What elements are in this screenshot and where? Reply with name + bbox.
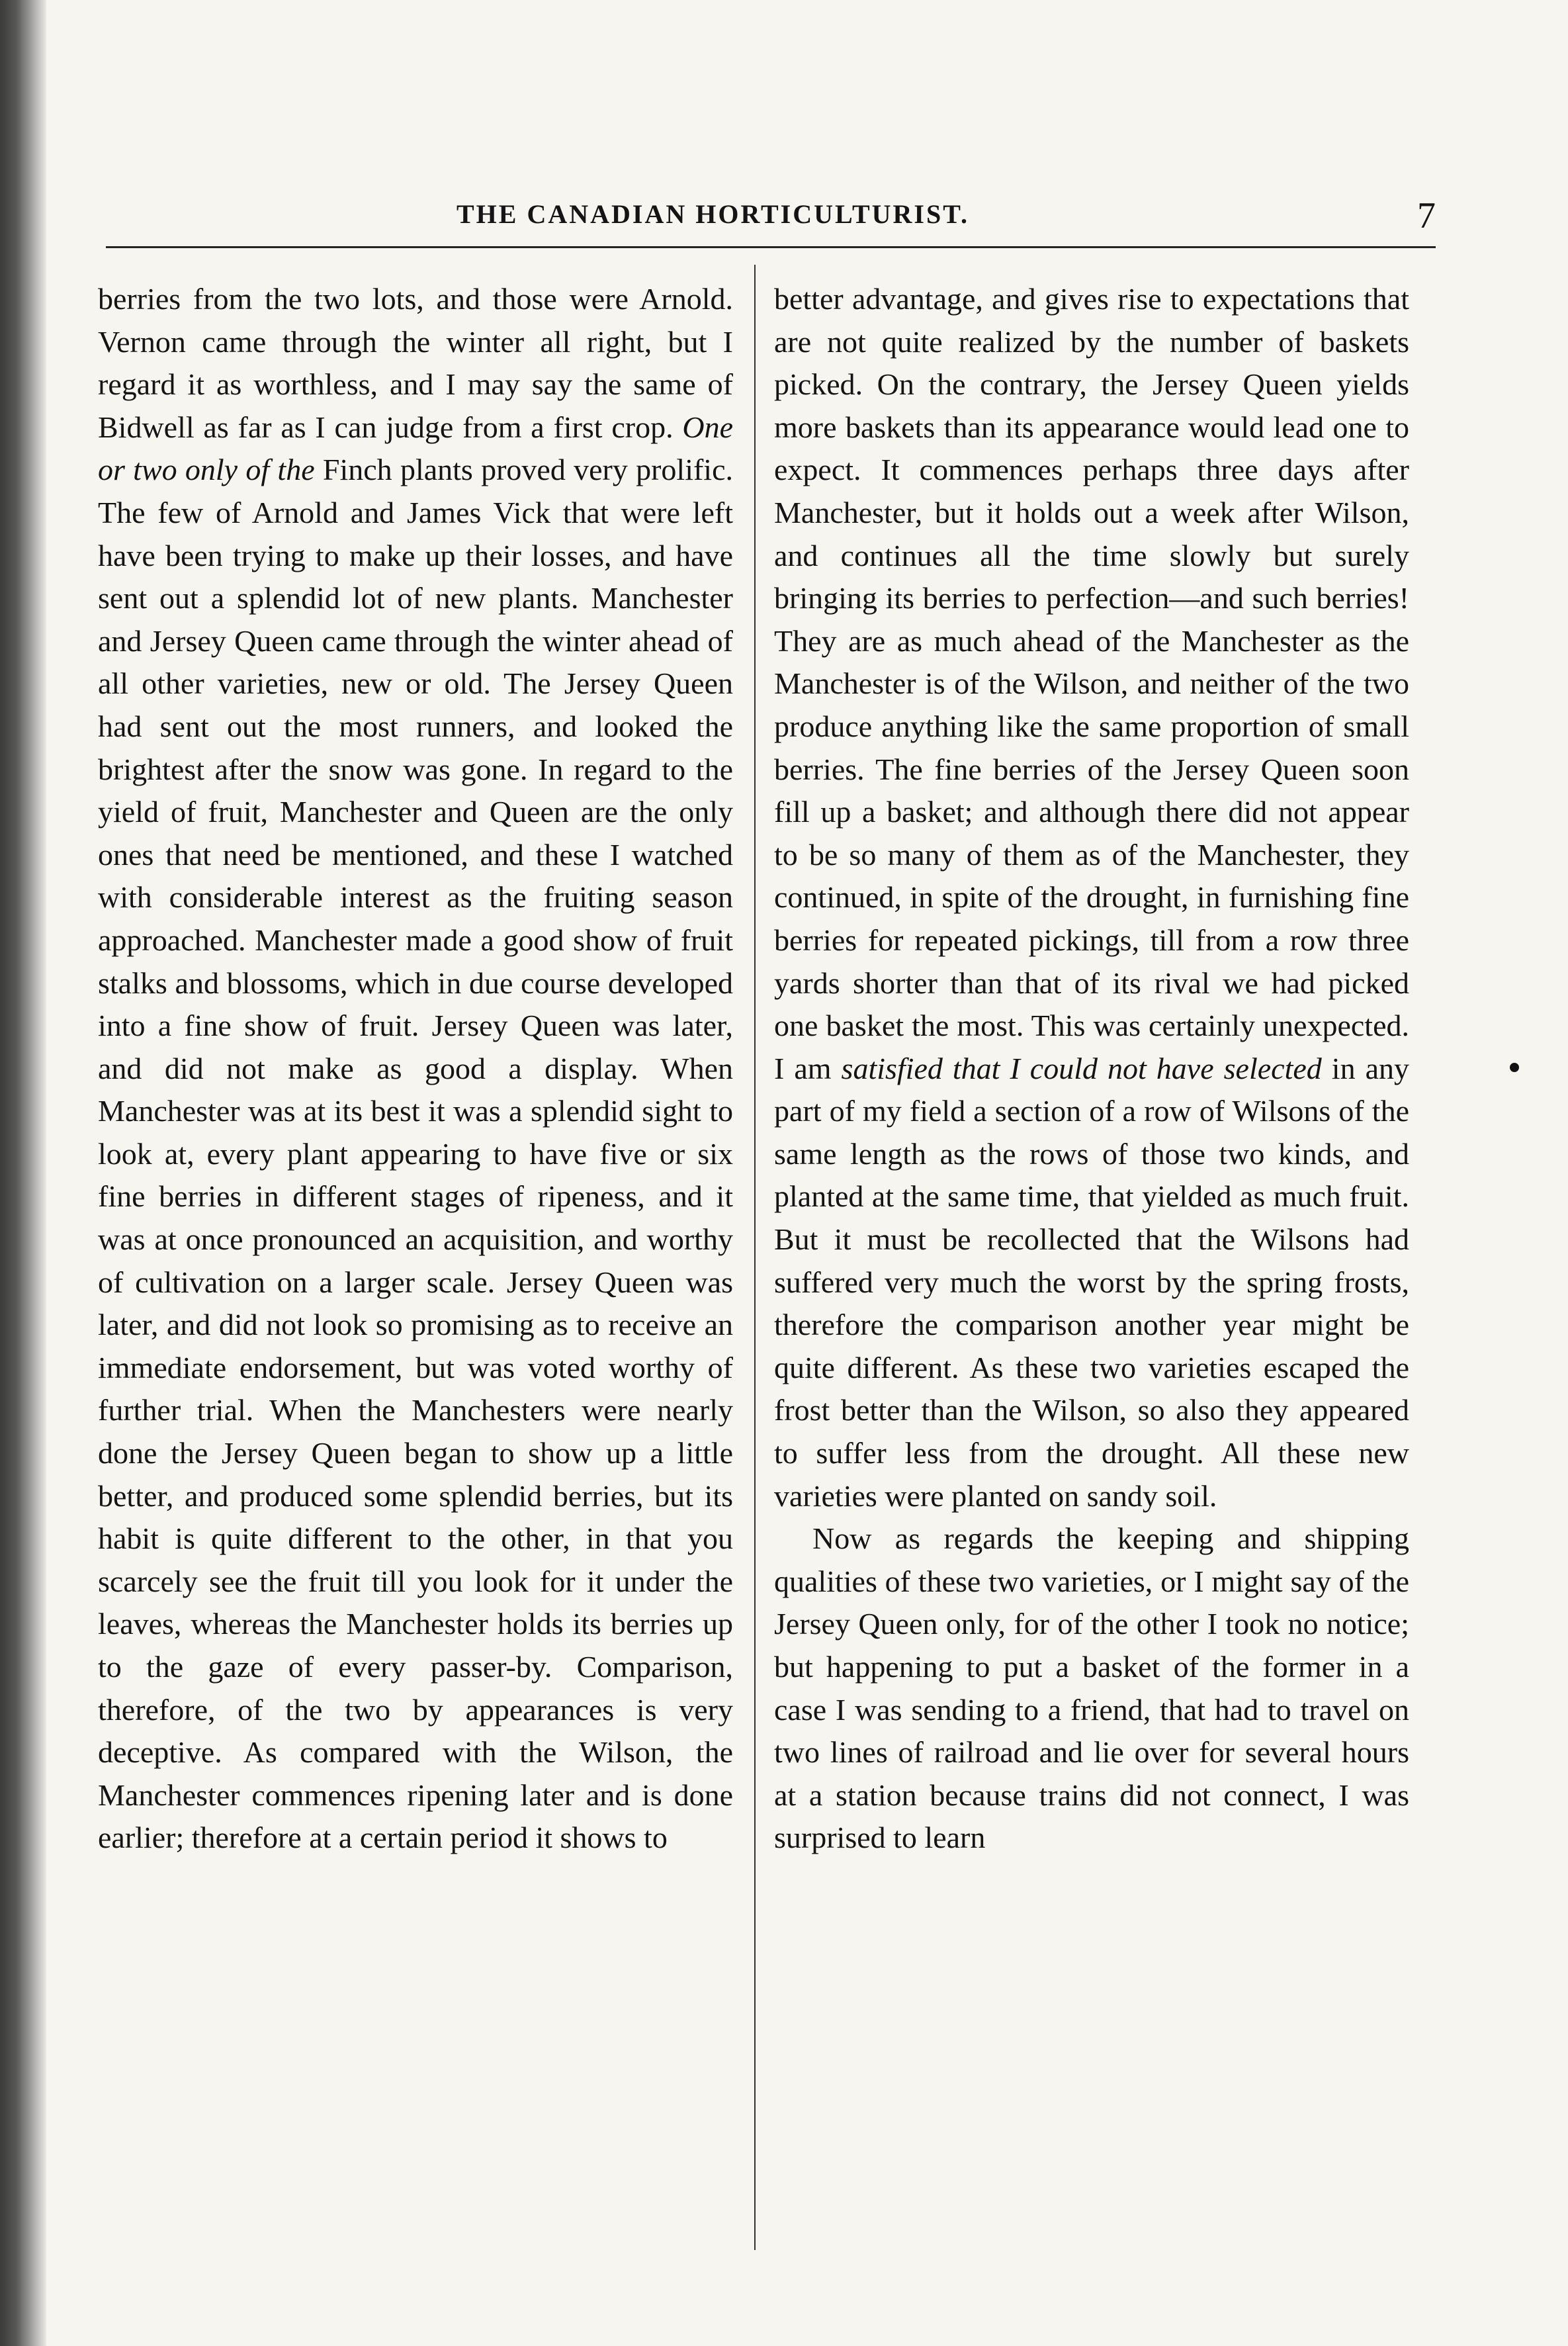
binding-edge — [0, 0, 46, 2346]
right-paragraph-1-text: better advantage, and gives rise to expectations that are not quite realized by the number of baskets picked. On the contrary, the Jersey Queen yields more baskets than its appearance would lead one to expect. It commences perhaps three days after Manchester, but it holds out a week after Wilson, and continues all the time slowly but surely bringing its berries to perfection—and such berries! They are as much ahead of the Manchester as the Manchester is of the Wilson, and neither of the two produce anything like the same proportion of small berries. The fine berries of the Jersey Queen soon fill up a basket; and although there did not appear to be so many of them as of the Manchester, they continued, in spite of the drought, in furnishing fine berries for repeated pickings, till from a row three yards shorter than that of its rival we had picked one basket the most. This was certainly unexpected. I am — [774, 282, 1409, 1085]
right-paragraph-1 — [774, 278, 1409, 1517]
journal-title: THE CANADIAN HORTICULTURIST. — [457, 199, 969, 229]
left-paragraph-1-rest: Finch plants proved very prolific. The few of Arnold and James Vick that were left have been trying to make up their losses, and have sent out a splendid lot of new plants. Manchester and Jersey Queen came through the winter ahead of all other varieties, new or old. The Jersey Queen had sent out the most runners, and looked the brightest after the snow was gone. In regard to the yield of fruit, Manchester and Queen are the only ones that need be mentioned, and these I watched with considerable interest as the fruiting season approached. Manchester made a good show of fruit stalks and blossoms, which in due course developed into a fine show of fruit. Jersey Queen was later, and did not make as good a display. When Manchester was at its best it was a splendid sight to look at, every plant appearing to have five or six fine berries in different stages of ripeness, and it was at once pronounced an acquisition, and worthy of cultivation on a larger scale. Jersey Queen was later, and did not look so promising as to receive an immediate endorsement, but was voted worthy of further trial. When the Manchesters were nearly done the Jersey Queen began to show up a little better, and produced some splendid berries, but its habit is quite different to the other, in that you scarcely see the fruit till you look for it under the leaves, whereas the Manchester holds its berries up to the gaze of every passer-by. Comparison, therefore, of the two by appearances is very deceptive. As compared with the Wilson, the Manchester commences ripening later and is done earlier; therefore at a certain period it shows to — [98, 453, 733, 1855]
right-paragraph-2: Now as regards the keeping and shipping qualities of these two varieties, or I might say of the Jersey Queen only, for of the other I took no notice; but happening to put a basket of the former in a case I was sending to a friend, that had to travel on two lines of railroad and lie over for several hours at a station because trains did not connect, I was surprised to learn — [774, 1521, 1409, 1855]
left-column — [98, 278, 733, 2296]
left-paragraph-1-text: berries from the two lots, and those were Arnold. Vernon came through the winter all right, but I regard it as worthless, and I may say the same of Bidwell as far as I can judge from a first crop. — [98, 282, 733, 444]
running-head — [457, 195, 1436, 238]
right-column — [774, 278, 1409, 2296]
left-paragraph-1 — [98, 278, 733, 1860]
column-rule — [754, 265, 756, 2250]
right-paragraph-1-italic: satisfied that I could not have selected — [831, 1051, 1322, 1085]
left-paragraph-1-italic: One or two only of the — [98, 410, 734, 487]
header-rule — [106, 246, 1436, 248]
ink-speck — [1510, 1063, 1519, 1072]
right-paragraph-1-rest: in any part of my field a section of a row of Wilsons of the same length as the rows of those two kinds, and planted at the same time, that yielded as much fruit. But it must be recollected that the Wilsons had suffered very much the worst by the spring frosts, therefore the comparison another year might be quite different. As these two varieties escaped the frost better than the Wilson, so also they appeared to suffer less from the drought. All these new varieties were planted on sandy soil. — [774, 1051, 1410, 1513]
page-number: 7 — [1417, 195, 1436, 236]
